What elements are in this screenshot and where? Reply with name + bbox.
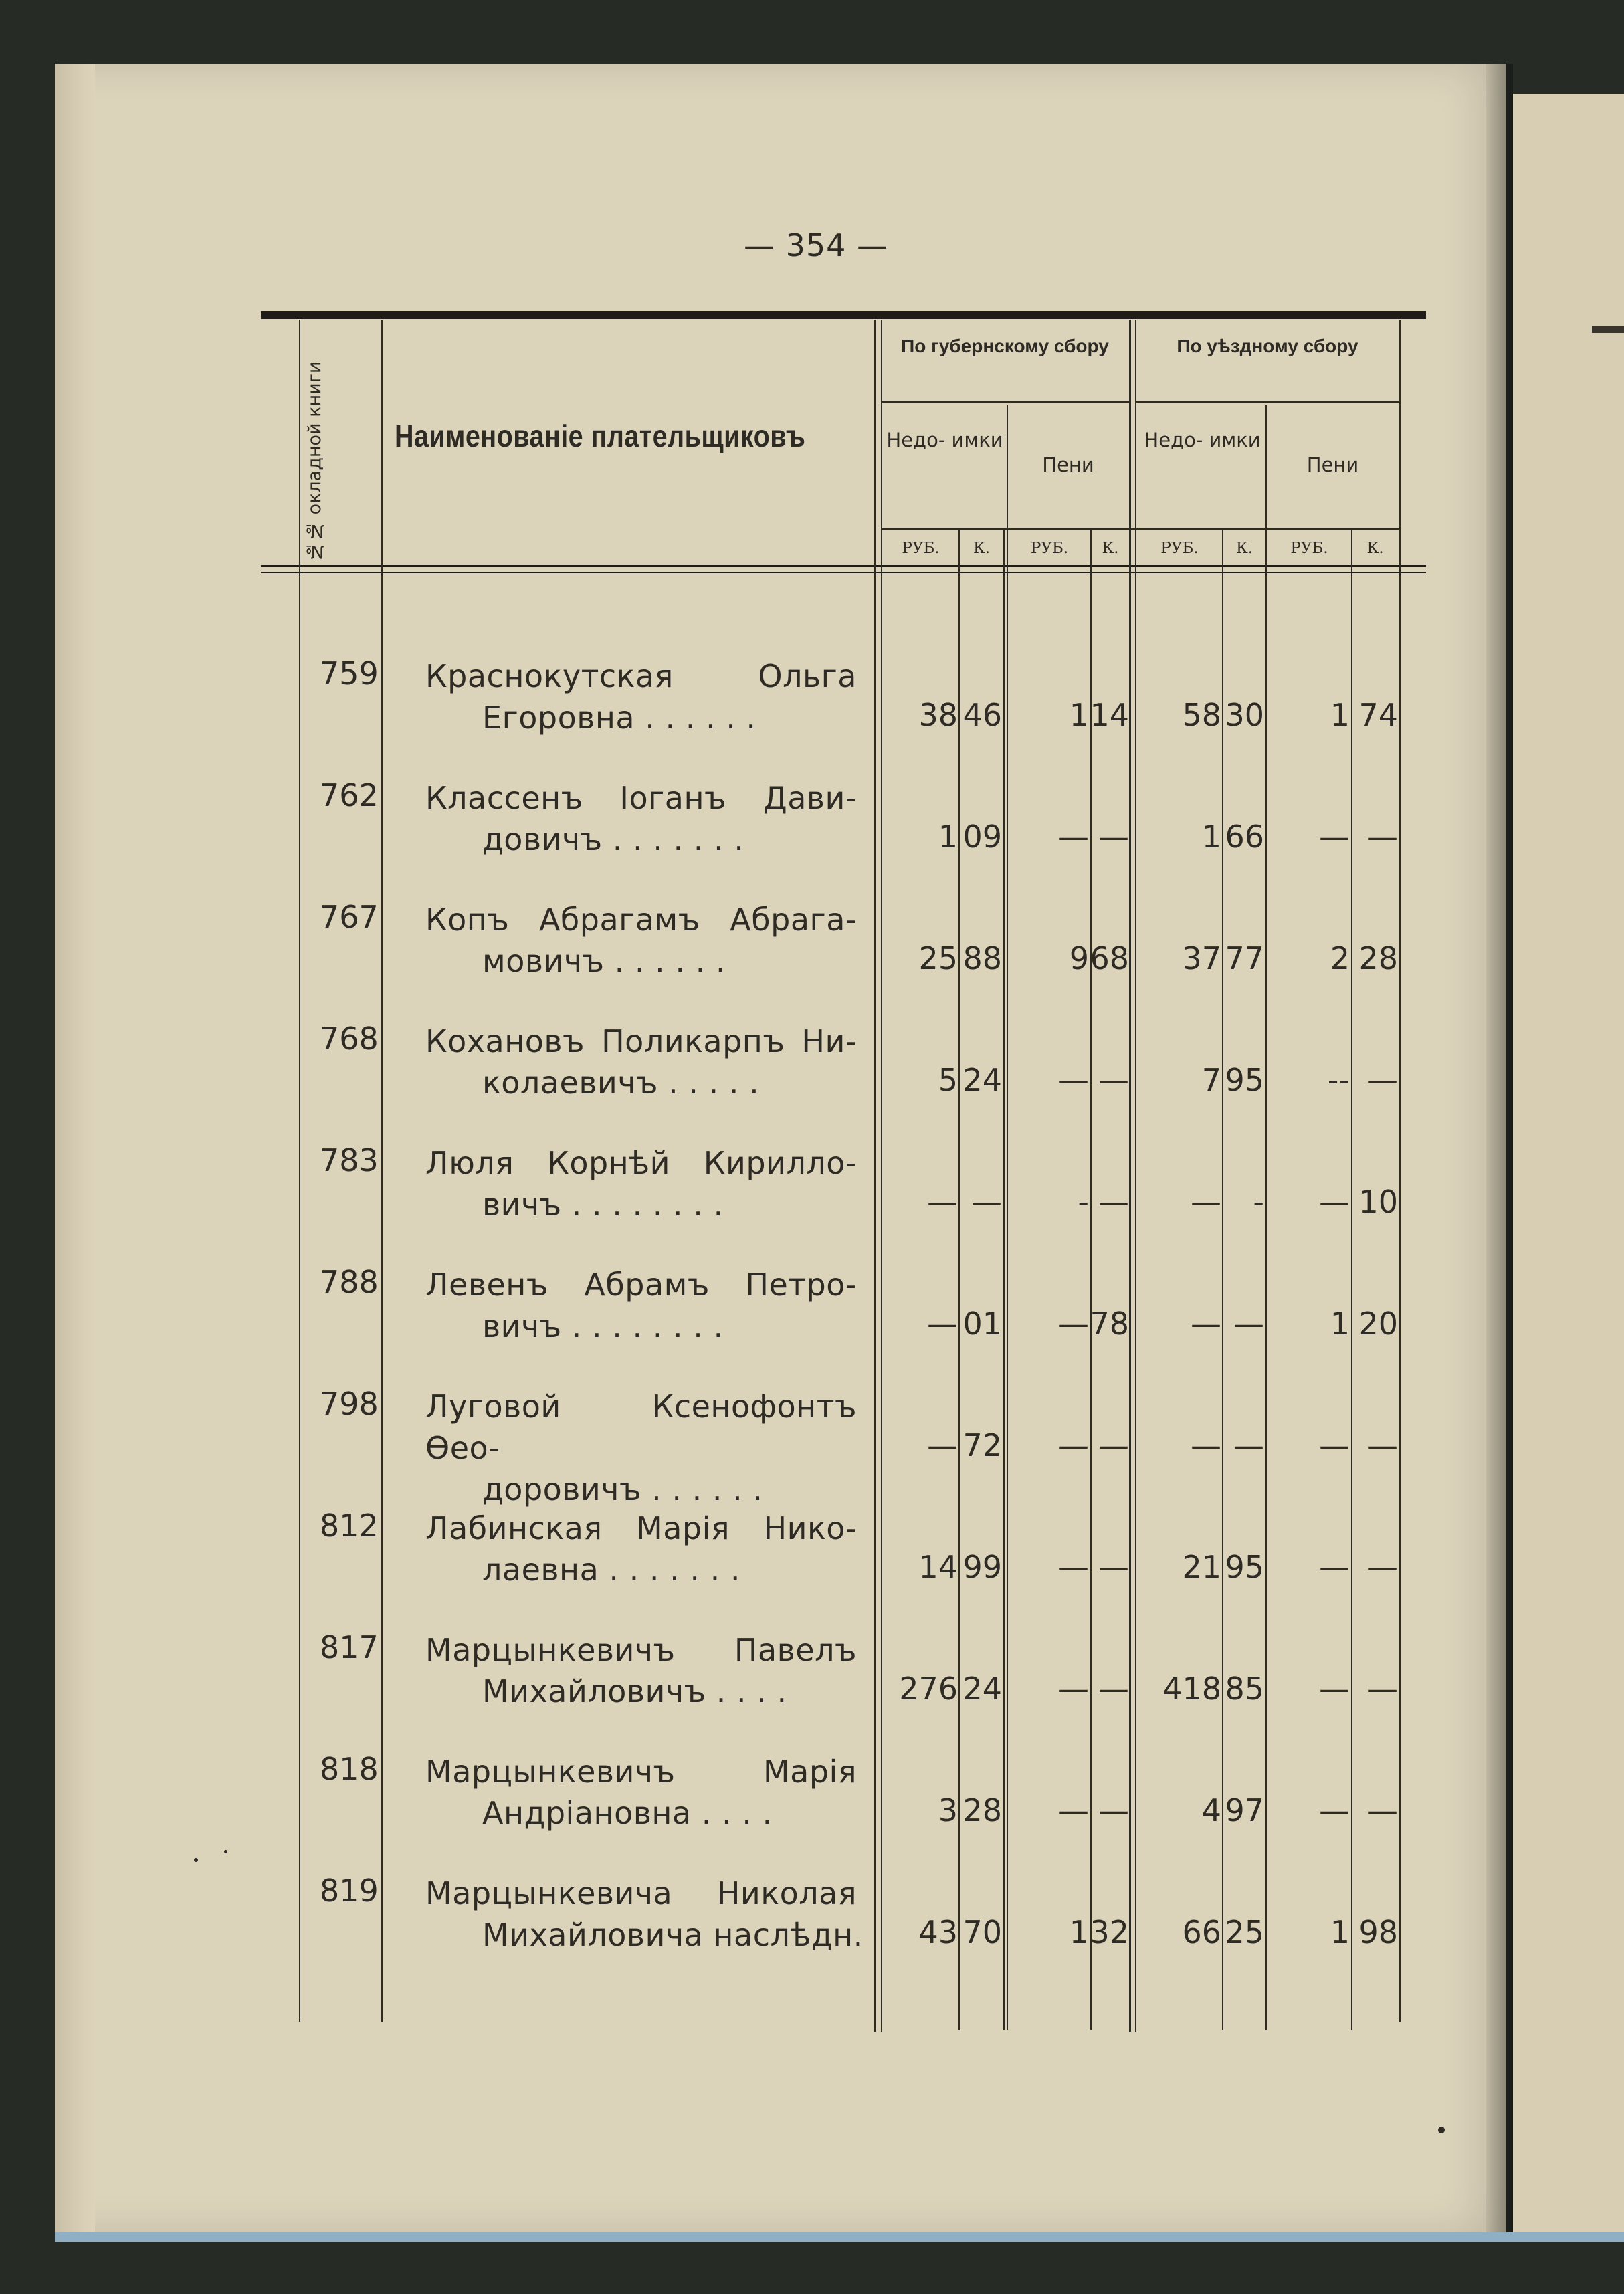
gub-arrears-kop: 72	[962, 1427, 1002, 1463]
payer-name-line2: Егоровна . . . . . .	[482, 700, 756, 736]
gub-arrears-rub: 5	[938, 1062, 958, 1098]
ink-spot	[194, 1858, 198, 1862]
uez-penalty-rub: —	[1319, 1671, 1350, 1707]
gub-arrears-rub: 276	[899, 1671, 958, 1707]
header-book-number: №№ окладной книги	[304, 361, 325, 562]
uez-arrears-rub: 58	[1182, 697, 1221, 733]
uez-arrears-kop: 95	[1225, 1549, 1264, 1585]
ink-spot	[1438, 2127, 1445, 2133]
payer-name-line1: Лабинская Марія Нико-	[425, 1510, 857, 1546]
uez-penalty-kop: —	[1367, 1671, 1398, 1707]
gub-arrears-kop: 28	[962, 1792, 1002, 1829]
header-gub-arrears: Недо- имки	[886, 429, 1003, 451]
uez-penalty-kop: —	[1367, 819, 1398, 855]
uez-penalty-rub: —	[1319, 1792, 1350, 1829]
col-divider-uez-arr-kop	[1222, 528, 1223, 2030]
uez-arrears-kop: 97	[1225, 1792, 1264, 1829]
book-number: 798	[320, 1386, 379, 1422]
uez-penalty-rub: 1	[1330, 697, 1350, 733]
header-bottom-rule	[261, 565, 1426, 567]
uez-arrears-kop: 85	[1225, 1671, 1264, 1707]
uez-penalty-rub: --	[1327, 1062, 1350, 1098]
col-divider-gub-sub	[1007, 405, 1008, 2030]
gub-penalty-rub: 1	[1069, 697, 1089, 733]
payer-name	[425, 899, 857, 982]
gub-arrears-rub: 3	[938, 1792, 958, 1829]
col-divider-book	[381, 320, 383, 2022]
uez-arrears-rub: 37	[1182, 940, 1221, 976]
payer-name	[425, 1142, 857, 1225]
col-divider-groups-double	[1135, 320, 1136, 2032]
book-number: 783	[320, 1142, 379, 1178]
uez-arrears-rub: —	[1191, 1427, 1221, 1463]
header-bottom-rule-thin	[261, 572, 1426, 573]
gub-penalty-kop: 14	[1090, 697, 1129, 733]
payer-name-line2: доровичъ . . . . . .	[482, 1471, 763, 1507]
payer-name-line1: Луговой Ксенофонтъ Ѳео-	[425, 1388, 857, 1466]
uez-arrears-kop: 30	[1225, 697, 1264, 733]
unit-kop: К.	[1366, 540, 1384, 557]
uez-arrears-kop: 95	[1225, 1062, 1264, 1098]
payer-name-line2: колаевичъ . . . . .	[482, 1065, 760, 1101]
gub-penalty-kop: —	[1098, 1184, 1129, 1220]
gub-penalty-rub: —	[1058, 1306, 1089, 1342]
gub-penalty-rub: 1	[1069, 1914, 1089, 1950]
book-number: 819	[320, 1873, 379, 1909]
gub-arrears-kop: 46	[962, 697, 1002, 733]
uez-penalty-kop: —	[1367, 1062, 1398, 1098]
col-divider-gub-pen-kop	[1090, 528, 1092, 2030]
book-number: 759	[320, 655, 379, 692]
payer-name-line1: Кохановъ Поликарпъ Ни-	[425, 1023, 857, 1059]
uez-arrears-kop: 66	[1225, 819, 1264, 855]
gub-penalty-rub: —	[1058, 819, 1089, 855]
gub-penalty-kop: 68	[1090, 940, 1129, 976]
payer-name-line1: Марцынкевичъ Марія	[425, 1754, 857, 1790]
gub-arrears-kop: 09	[962, 819, 1002, 855]
page-edge	[55, 64, 95, 2232]
payer-name	[425, 1751, 857, 1834]
uez-penalty-kop: —	[1367, 1549, 1398, 1585]
unit-rub: РУБ.	[1290, 540, 1328, 557]
unit-kop: К.	[1102, 540, 1119, 557]
uez-arrears-kop: —	[1233, 1306, 1264, 1342]
gub-penalty-rub: —	[1058, 1671, 1089, 1707]
uez-arrears-rub: 66	[1182, 1914, 1221, 1950]
uez-penalty-rub: —	[1319, 1549, 1350, 1585]
header-gub-group: По губернскому сбору	[901, 336, 1109, 356]
group-underline-uez	[1135, 401, 1399, 403]
payer-name	[425, 655, 857, 738]
uez-penalty-rub: —	[1319, 819, 1350, 855]
gub-penalty-rub: —	[1058, 1427, 1089, 1463]
book-number: 788	[320, 1264, 379, 1300]
payer-name-line2: мовичъ . . . . . .	[482, 943, 726, 979]
table-top-rule	[261, 311, 1426, 319]
uez-arrears-rub: 21	[1182, 1549, 1221, 1585]
table-right-border	[1399, 320, 1401, 2022]
payer-name	[425, 1507, 857, 1590]
gub-arrears-rub: 14	[918, 1549, 958, 1585]
payer-name	[425, 1629, 857, 1712]
payer-name-line2: довичъ . . . . . . .	[482, 821, 744, 857]
uez-penalty-rub: —	[1319, 1427, 1350, 1463]
gub-penalty-kop: —	[1098, 1427, 1129, 1463]
payer-name	[425, 1021, 857, 1104]
gub-arrears-kop: 70	[962, 1914, 1002, 1950]
uez-penalty-kop: —	[1367, 1792, 1398, 1829]
gub-arrears-kop: 24	[962, 1062, 1002, 1098]
gub-arrears-kop: 99	[962, 1549, 1002, 1585]
payer-name-line2: Михайловичъ . . . .	[482, 1673, 787, 1709]
header-uez-arrears: Недо- имки	[1144, 429, 1261, 451]
ink-spot	[224, 1850, 227, 1853]
gub-arrears-rub: 43	[918, 1914, 958, 1950]
gub-arrears-rub: 25	[918, 940, 958, 976]
gub-arrears-rub: —	[927, 1184, 958, 1220]
gub-penalty-kop: —	[1098, 819, 1129, 855]
book-number: 768	[320, 1021, 379, 1057]
header-uez-penalty: Пени	[1306, 453, 1359, 476]
book-number: 767	[320, 899, 379, 935]
col-divider-gub-arr-end	[1003, 528, 1005, 2030]
uez-arrears-kop: 77	[1225, 940, 1264, 976]
book-number: 762	[320, 777, 379, 813]
gub-arrears-kop: 24	[962, 1671, 1002, 1707]
col-divider-gub-arr-kop	[958, 528, 960, 2030]
payer-name-line2: вичъ . . . . . . . .	[482, 1308, 724, 1344]
payer-name	[425, 1873, 864, 1956]
uez-arrears-kop: 25	[1225, 1914, 1264, 1950]
unit-kop: К.	[1235, 540, 1253, 557]
uez-arrears-rub: 4	[1201, 1792, 1221, 1829]
header-gub-penalty: Пени	[1042, 453, 1094, 476]
adjacent-page	[1513, 94, 1624, 2234]
uez-penalty-kop: 74	[1358, 697, 1398, 733]
unit-rub: РУБ.	[902, 540, 940, 557]
payer-name-line1: Копъ Абрагамъ Абрага-	[425, 902, 857, 938]
payer-name-line1: Краснокутская Ольга	[425, 658, 857, 694]
uez-arrears-kop: -	[1253, 1184, 1264, 1220]
header-payer-name: Наименованіе плательщиковъ	[395, 419, 806, 453]
header-uez-group: По уѣздному сбору	[1177, 336, 1358, 356]
payer-name-line1: Марцынкевича Николая	[425, 1875, 857, 1911]
uez-penalty-rub: 2	[1330, 940, 1350, 976]
gub-penalty-kop: 32	[1090, 1914, 1129, 1950]
uez-arrears-rub: 7	[1201, 1062, 1221, 1098]
uez-penalty-kop: 10	[1358, 1184, 1398, 1220]
gub-penalty-rub: -	[1078, 1184, 1089, 1220]
page-number: — 354 —	[743, 227, 889, 264]
payer-name	[425, 777, 857, 860]
unit-rub: РУБ.	[1160, 540, 1199, 557]
payer-name-line1: Люля Корнѣй Кирилло-	[425, 1145, 857, 1181]
payer-name-line1: Марцынкевичъ Павелъ	[425, 1632, 857, 1668]
col-divider-name-double	[881, 320, 882, 2032]
gub-penalty-rub: —	[1058, 1549, 1089, 1585]
col-divider-uez-pen-kop	[1351, 528, 1352, 2030]
uez-penalty-rub: 1	[1330, 1306, 1350, 1342]
col-divider-name	[874, 320, 876, 2032]
uez-arrears-kop: —	[1233, 1427, 1264, 1463]
group-underline-gub	[881, 401, 1130, 403]
uez-arrears-rub: 418	[1162, 1671, 1221, 1707]
col-divider-groups	[1129, 320, 1131, 2032]
uez-penalty-kop: —	[1367, 1427, 1398, 1463]
uez-arrears-rub: 1	[1201, 819, 1221, 855]
scan-background-strip	[55, 2232, 1624, 2242]
book-number: 817	[320, 1629, 379, 1665]
payer-name-line2: Андріановна . . . .	[482, 1795, 773, 1831]
gub-arrears-kop: 01	[962, 1306, 1002, 1342]
gub-arrears-kop: —	[971, 1184, 1002, 1220]
payer-name	[425, 1386, 857, 1510]
payer-name-line2: Михайловича наслѣдн.	[482, 1917, 864, 1953]
gub-penalty-kop: 78	[1090, 1306, 1129, 1342]
uez-penalty-kop: 98	[1358, 1914, 1398, 1950]
unit-kop: К.	[973, 540, 991, 557]
payer-name-line2: вичъ . . . . . . . .	[482, 1186, 724, 1223]
unit-rub: РУБ.	[1030, 540, 1069, 557]
adjacent-page-mark	[1592, 326, 1624, 333]
gub-arrears-rub: —	[927, 1306, 958, 1342]
gub-arrears-kop: 88	[962, 940, 1002, 976]
payer-name-line1: Левенъ Абрамъ Петро-	[425, 1267, 857, 1303]
gub-penalty-rub: 9	[1069, 940, 1089, 976]
gub-penalty-kop: —	[1098, 1671, 1129, 1707]
book-number: 812	[320, 1507, 379, 1544]
uez-arrears-rub: —	[1191, 1306, 1221, 1342]
uez-penalty-rub: 1	[1330, 1914, 1350, 1950]
gub-penalty-kop: —	[1098, 1062, 1129, 1098]
uez-arrears-rub: —	[1191, 1184, 1221, 1220]
uez-penalty-kop: 28	[1358, 940, 1398, 976]
payer-name	[425, 1264, 857, 1347]
book-number: 818	[320, 1751, 379, 1787]
gub-arrears-rub: —	[927, 1427, 958, 1463]
gub-penalty-rub: —	[1058, 1792, 1089, 1829]
gub-arrears-rub: 1	[938, 819, 958, 855]
table-left-border	[299, 320, 300, 2022]
payer-name-line2: лаевна . . . . . . .	[482, 1552, 740, 1588]
uez-penalty-rub: —	[1319, 1184, 1350, 1220]
col-divider-uez-sub	[1265, 405, 1267, 2030]
gub-penalty-rub: —	[1058, 1062, 1089, 1098]
gub-penalty-kop: —	[1098, 1549, 1129, 1585]
gub-penalty-kop: —	[1098, 1792, 1129, 1829]
uez-penalty-kop: 20	[1358, 1306, 1398, 1342]
gub-arrears-rub: 38	[918, 697, 958, 733]
book-gutter	[1486, 64, 1513, 2232]
units-topline	[881, 528, 1399, 530]
payer-name-line1: Классенъ Іоганъ Дави-	[425, 780, 857, 816]
